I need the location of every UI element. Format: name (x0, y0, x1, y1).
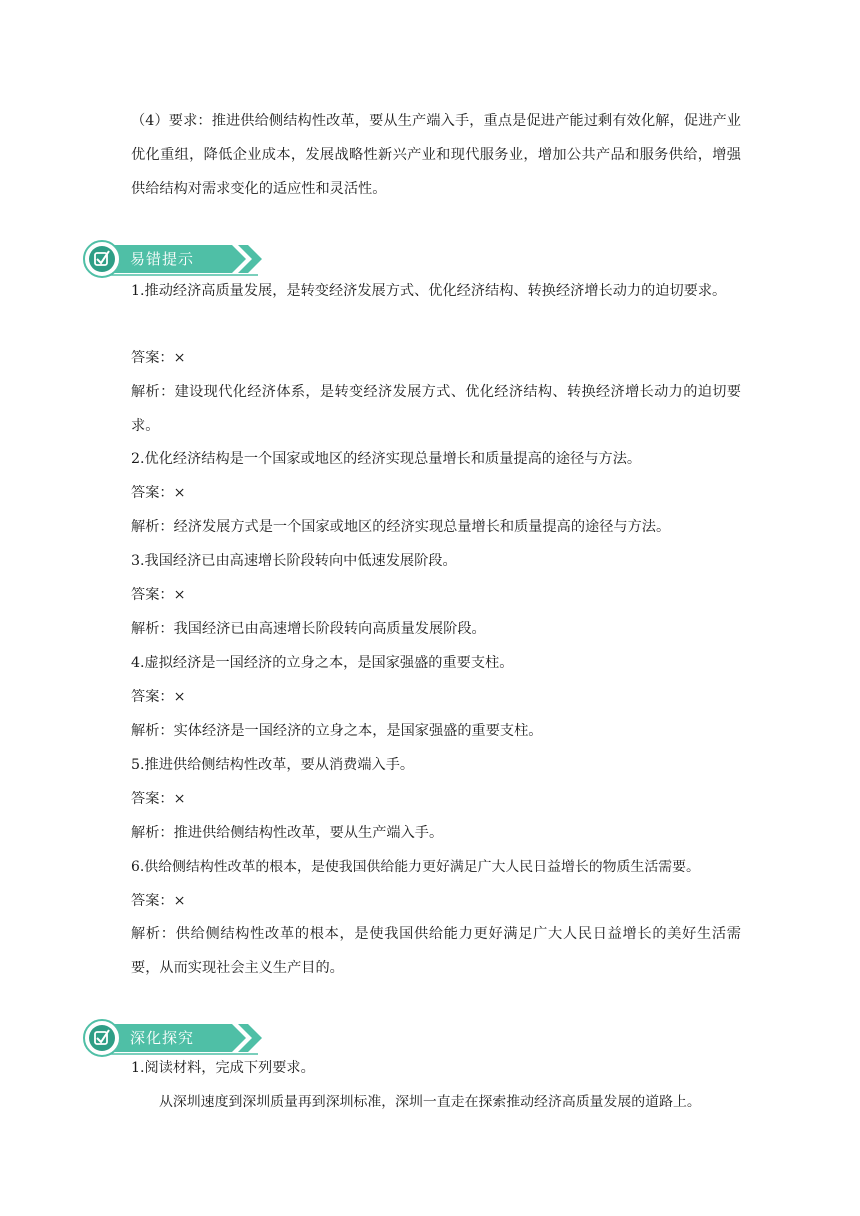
requirement-paragraph: （4）要求：推进供给侧结构性改革，要从生产端入手，重点是促进产能过剩有效化解，促进产业优化重组，降低企业成本，发展战略性新兴产业和现代服务业，增加公共产品和服务供给，增强供给结构对需求变化的适应性和灵活性。 (131, 113, 741, 197)
answer-1: 答案：× (131, 350, 186, 366)
answer-3: 答案：× (131, 587, 186, 603)
question-3: 3.我国经济已由高速增长阶段转向中低速发展阶段。 (131, 553, 457, 569)
section-title-explore: 深化探究 (130, 1029, 195, 1047)
question-5: 5.推进供给侧结构性改革，要从消费端入手。 (131, 757, 415, 773)
explanation-5: 解析：推进供给侧结构性改革，要从生产端入手。 (131, 825, 444, 841)
explanation-1: 解析：建设现代化经济体系，是转变经济发展方式、优化经济结构、转换经济增长动力的迫切要求。 (131, 384, 741, 434)
explanation-6: 解析：供给侧结构性改革的根本，是使我国供给能力更好满足广大人民日益增长的美好生活需要，从而实现社会主义生产目的。 (131, 926, 741, 976)
explanation-3: 解析：我国经济已由高速增长阶段转向高质量发展阶段。 (131, 621, 486, 637)
explanation-2: 解析：经济发展方式是一个国家或地区的经济实现总量增长和质量提高的途径与方法。 (131, 519, 671, 535)
question-1: 1.推动经济高质量发展，是转变经济发展方式、优化经济结构、转换经济增长动力的迫切要求。 (131, 283, 727, 299)
explanation-4: 解析：实体经济是一国经济的立身之本，是国家强盛的重要支柱。 (131, 723, 543, 739)
answer-6: 答案：× (131, 893, 186, 909)
explore-question-1: 1.阅读材料，完成下列要求。 (131, 1060, 315, 1076)
question-4: 4.虚拟经济是一国经济的立身之本，是国家强盛的重要支柱。 (131, 655, 514, 671)
question-6: 6.供给侧结构性改革的根本，是使我国供给能力更好满足广大人民日益增长的物质生活需要。 (131, 859, 700, 875)
answer-2: 答案：× (131, 485, 186, 501)
question-2: 2.优化经济结构是一个国家或地区的经济实现总量增长和质量提高的途径与方法。 (131, 451, 642, 467)
answer-5: 答案：× (131, 791, 186, 807)
section-header-errors (82, 239, 272, 279)
answer-4: 答案：× (131, 689, 186, 705)
explore-material: 从深圳速度到深圳质量再到深圳标准，深圳一直走在探索推动经济高质量发展的道路上。 (159, 1094, 701, 1110)
section-title-errors: 易错提示 (130, 250, 195, 268)
